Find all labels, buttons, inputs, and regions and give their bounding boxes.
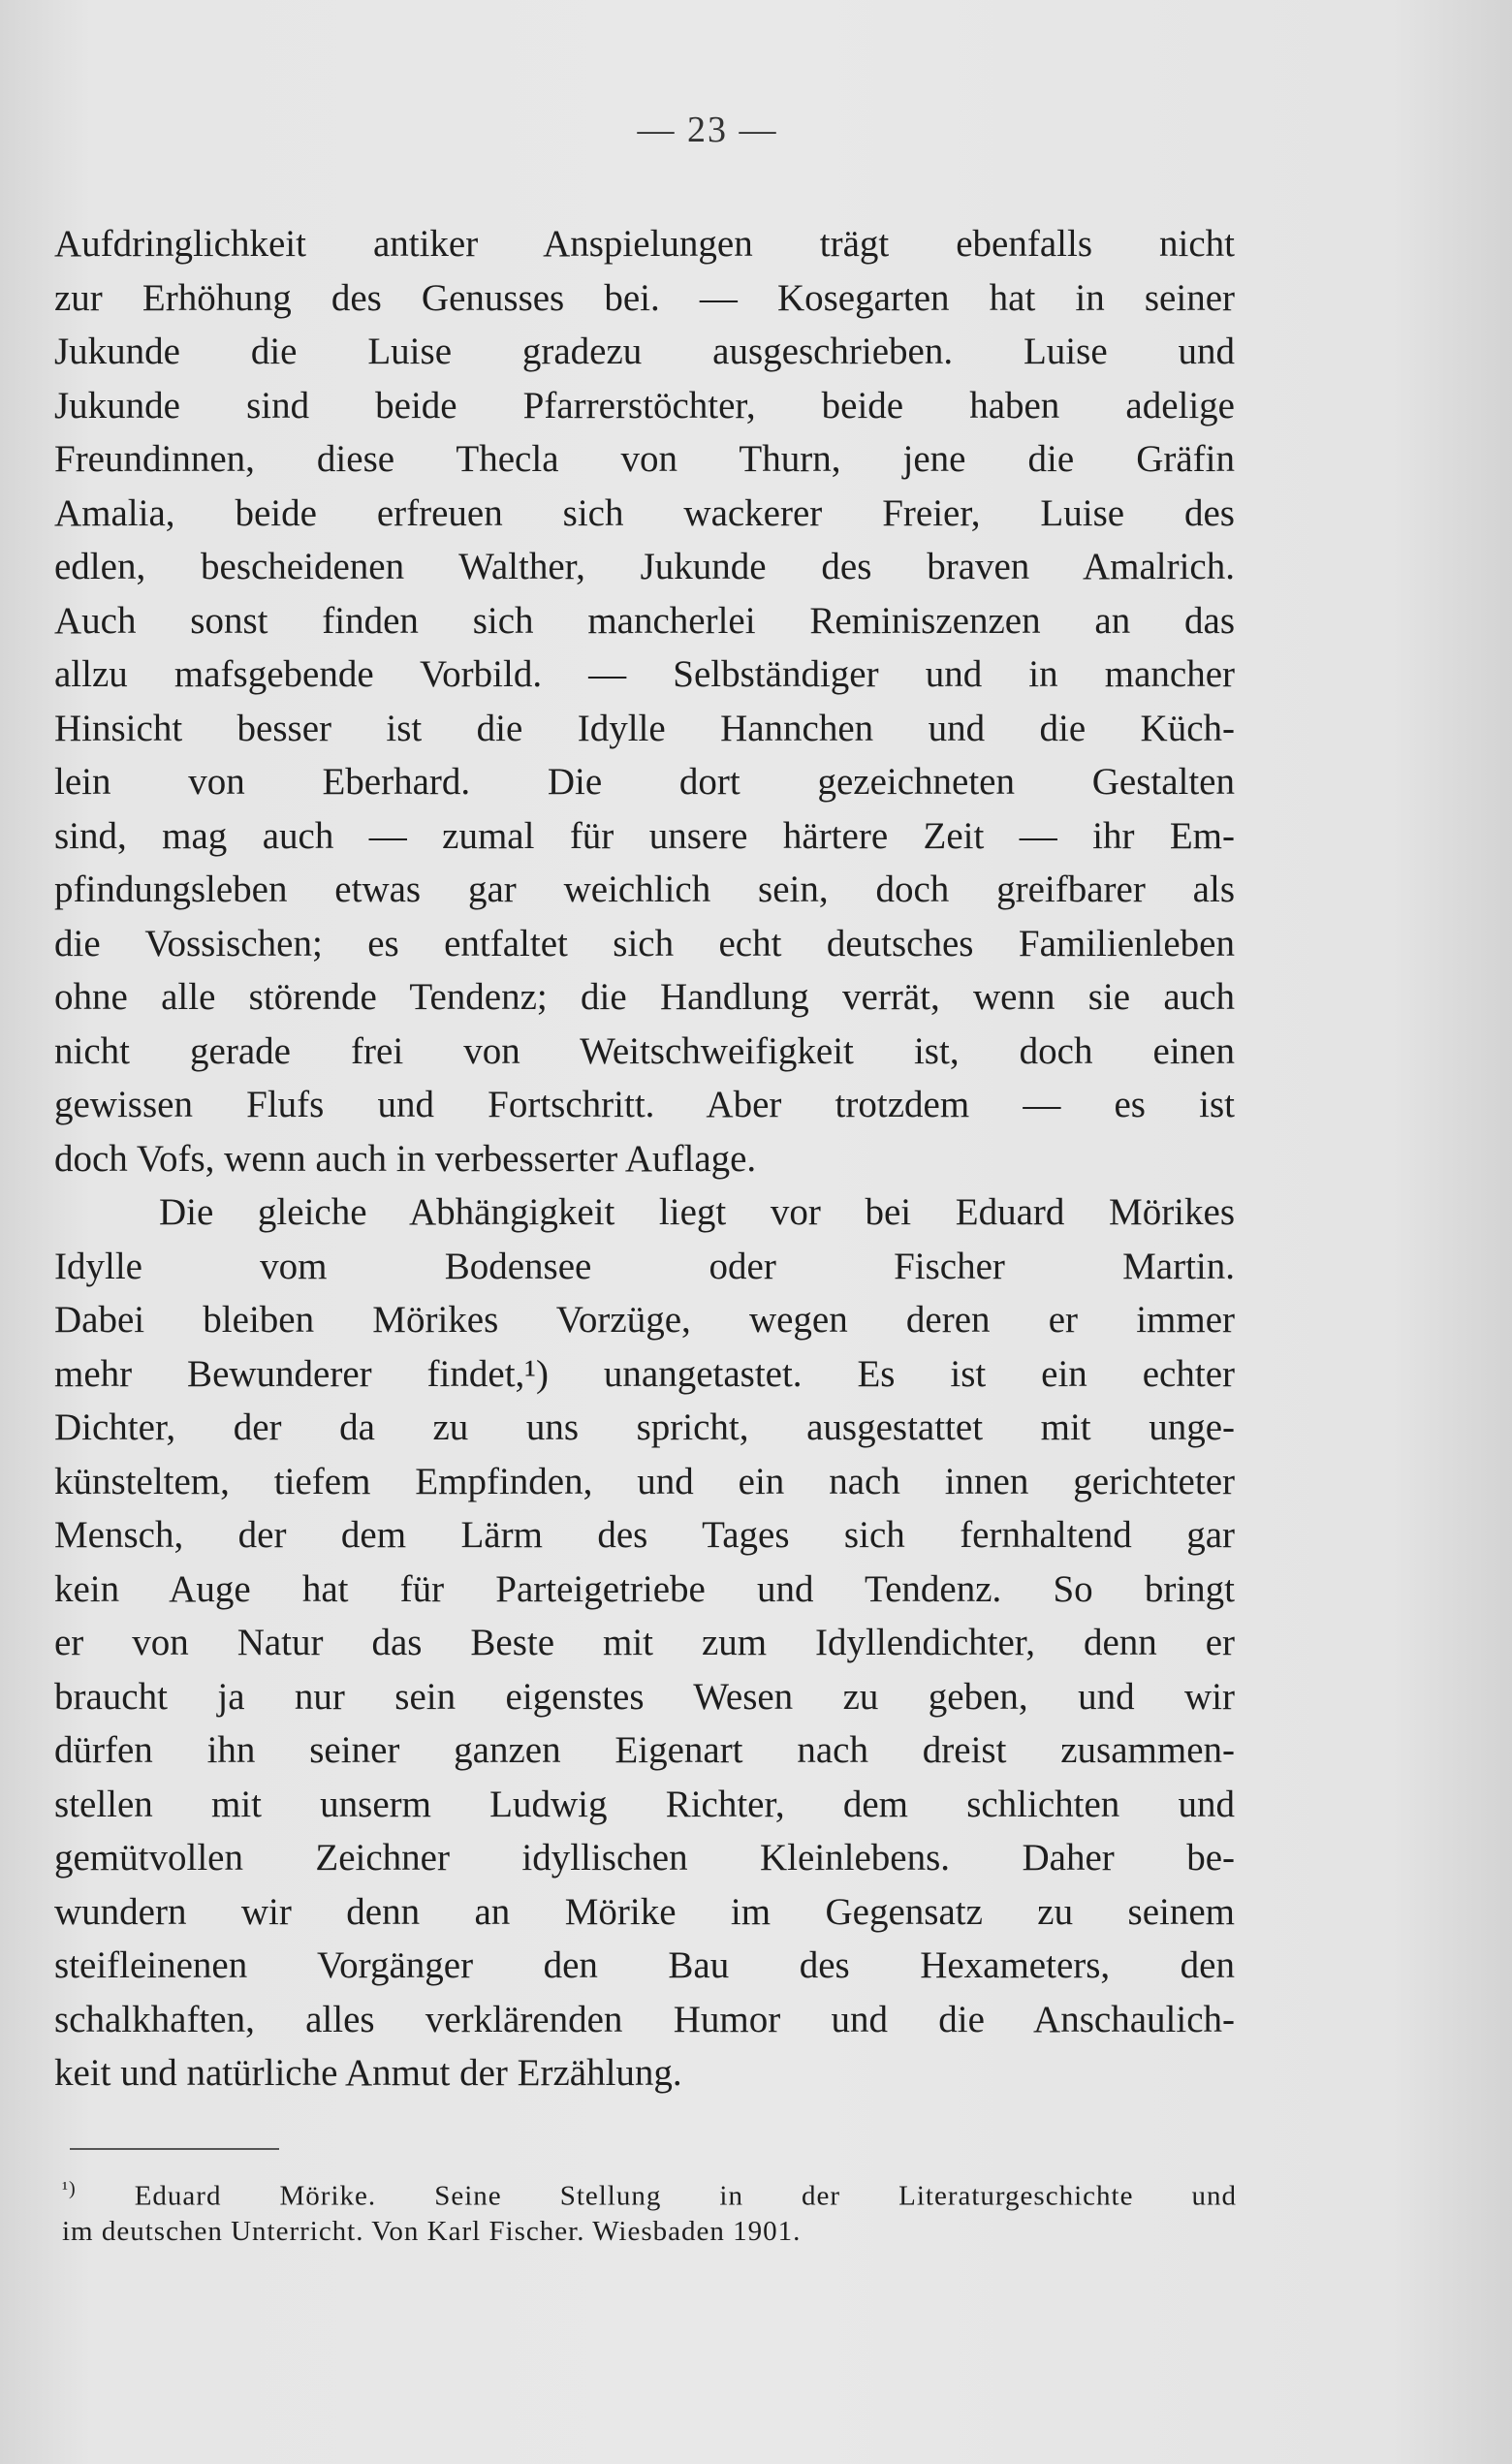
body-text [54,217,1235,2101]
text-line: Amalia, beide erfreuen sich wackerer Freier, Luise des [54,491,1235,534]
footnote-marker: ¹) [62,2178,77,2199]
text-line: dürfen ihn seiner ganzen Eigenart nach dreist zusammen- [54,1729,1235,1771]
text-line: gemütvollen Zeichner idyllischen Kleinlebens. Daher be- [54,1837,1235,1879]
text-line: Dabei bleiben Mörikes Vorzüge, wegen deren er immer [54,1299,1235,1341]
text-line: stellen mit unserm Ludwig Richter, dem schlichten und [54,1783,1235,1825]
text-line: Auch sonst finden sich mancherlei Reminiszenzen an das [54,599,1235,642]
text-line: Aufdringlichkeit antiker Anspielungen trägt ebenfalls nicht [54,223,1235,265]
footnote [62,2167,1237,2253]
footnote-divider [70,2148,279,2150]
text-line: pfindungsleben etwas gar weichlich sein, doch greifbarer als [54,869,1235,910]
text-line: steifleinenen Vorgänger den Bau des Hexameters, den [54,1944,1235,1986]
text-line: künsteltem, tiefem Empfinden, und ein nach innen gerichteter [54,1460,1235,1502]
text-line: doch Vofs, wenn auch in verbesserter Auflage. [54,1137,757,1180]
text-line: lein von Eberhard. Die dort gezeichneten Gestalten [54,761,1235,803]
text-line: allzu mafsgebende Vorbild. — Selbständiger und in mancher [54,653,1235,695]
text-line: nicht gerade frei von Weitschweifigkeit ist, doch einen [54,1029,1235,1072]
text-line: die Vossischen; es entfaltet sich echt deutsches Familienleben [54,922,1235,964]
text-line: braucht ja nur sein eigenstes Wesen zu geben, und wir [54,1675,1235,1718]
text-line: keit und natürliche Anmut der Erzählung. [54,2052,682,2094]
text-line: wundern wir denn an Mörike im Gegensatz zu seinem [54,1890,1235,1933]
text-line: sind, mag auch — zumal für unsere härtere Zeit — ihr Em- [54,814,1235,857]
text-line: edlen, bescheidenen Walther, Jukunde des braven Amalrich. [54,546,1235,587]
page-number: — 23 — [637,110,778,150]
text-line: kein Auge hat für Parteigetriebe und Tendenz. So bringt [54,1567,1235,1610]
text-line: ohne alle störende Tendenz; die Handlung verrät, wenn sie auch [54,976,1235,1018]
footnote-line [62,2167,1237,2210]
text-line: gewissen Flufs und Fortschritt. Aber trotzdem — es ist [54,1084,1235,1125]
text-line: Die gleiche Abhängigkeit liegt vor bei Eduard Mörikes [159,1191,1235,1233]
text-line: zur Erhöhung des Genusses bei. — Kosegarten hat in seiner [54,276,1235,319]
footnote-text: Eduard Mörike. Seine Stellung in der Literaturgeschichte und [134,2180,1237,2212]
paragraph-1 [54,217,1235,1185]
text-line: Freundinnen, diese Thecla von Thurn, jene die Gräfin [54,438,1235,480]
text-line: schalkhaften, alles verklärenden Humor und die Anschaulich- [54,1998,1235,2040]
text-line: er von Natur das Beste mit zum Idyllendichter, denn er [54,1622,1235,1663]
text-line: Jukunde die Luise gradezu ausgeschrieben. Luise und [54,331,1235,372]
paragraph-2 [54,1185,1235,2101]
footnote-line: im deutschen Unterricht. Von Karl Fischer. Wiesbaden 1901. [62,2216,802,2247]
text-line: Mensch, der dem Lärm des Tages sich fernhaltend gar [54,1514,1235,1556]
text-line: mehr Bewunderer findet,¹) unangetastet. Es ist ein echter [54,1352,1235,1395]
text-line: Idylle vom Bodensee oder Fischer Martin. [54,1245,1235,1287]
text-line: Jukunde sind beide Pfarrerstöchter, beide haben adelige [54,384,1235,426]
text-line: Hinsicht besser ist die Idylle Hannchen und die Küch- [54,707,1235,749]
text-line: Dichter, der da zu uns spricht, ausgestattet mit unge- [54,1406,1235,1448]
